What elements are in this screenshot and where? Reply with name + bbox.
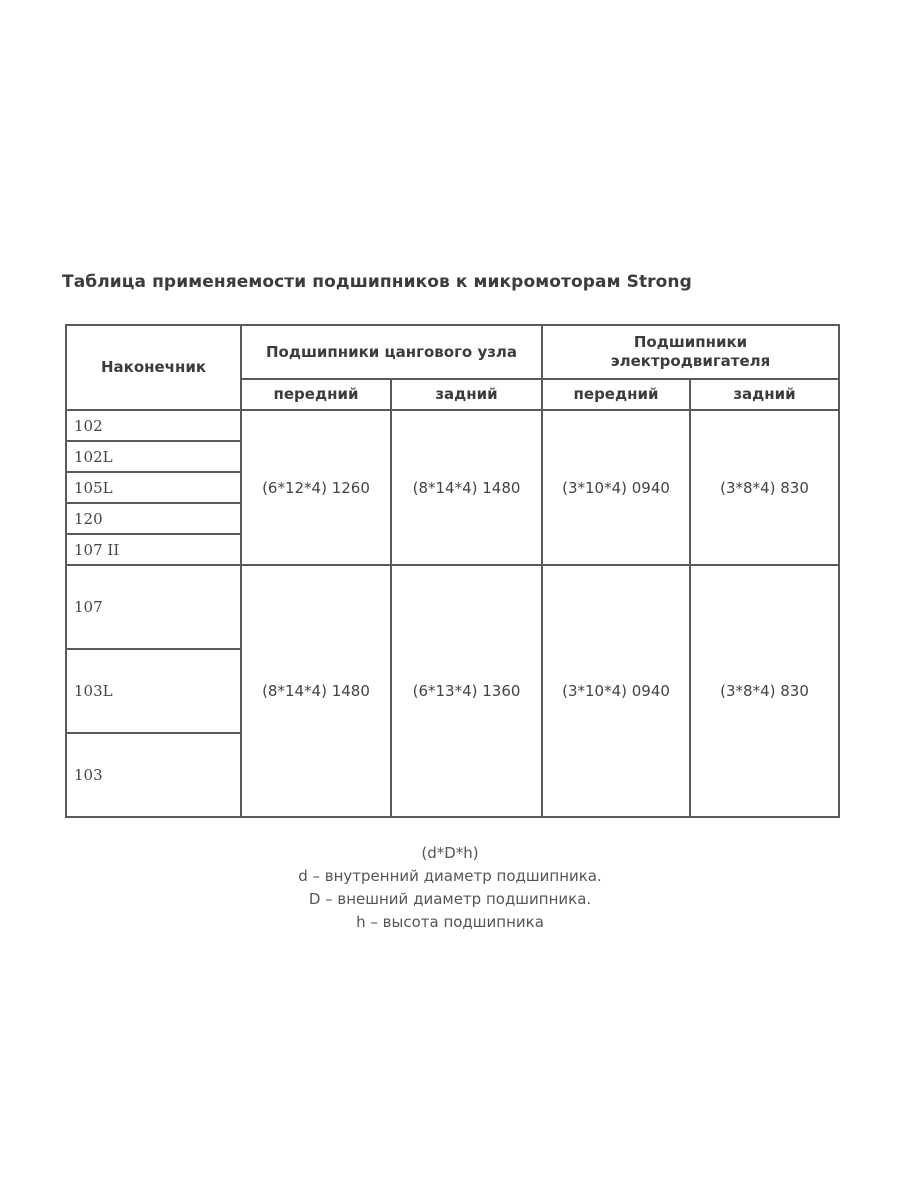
tip-cell: 103 (66, 733, 241, 817)
subheader-motor-front: передний (542, 379, 690, 410)
header-motor-bearings (542, 325, 839, 379)
subheader-motor-rear: задний (690, 379, 839, 410)
bearing-table (65, 324, 840, 818)
legend-inner-diameter: d – внутренний диаметр подшипника. (298, 867, 602, 885)
tip-cell: 103L (66, 649, 241, 733)
tip-cell: 107 (66, 565, 241, 649)
group2-motor-front: (3*10*4) 0940 (542, 565, 690, 817)
page-title: Таблица применяемости подшипников к микромоторам Strong (62, 272, 692, 292)
group1-collet-rear: (8*14*4) 1480 (391, 410, 542, 565)
legend-height: h – высота подшипника (356, 913, 544, 931)
group1-collet-front: (6*12*4) 1260 (241, 410, 391, 565)
subheader-collet-rear: задний (391, 379, 542, 410)
group2-motor-rear: (3*8*4) 830 (690, 565, 839, 817)
group1-motor-rear: (3*8*4) 830 (690, 410, 839, 565)
tip-cell: 102L (66, 441, 241, 472)
group1-motor-front: (3*10*4) 0940 (542, 410, 690, 565)
subheader-collet-front: передний (241, 379, 391, 410)
tip-cell: 102 (66, 410, 241, 441)
legend-formula: (d*D*h) (421, 844, 479, 862)
tip-cell: 107 II (66, 534, 241, 565)
tip-cell: 105L (66, 472, 241, 503)
header-motor-bearings-label: Подшипники электродвигателя (610, 333, 771, 370)
group2-collet-rear: (6*13*4) 1360 (391, 565, 542, 817)
tip-cell: 120 (66, 503, 241, 534)
group2-collet-front: (8*14*4) 1480 (241, 565, 391, 817)
legend-outer-diameter: D – внешний диаметр подшипника. (308, 890, 592, 908)
header-tip: Наконечник (66, 325, 241, 410)
header-collet-bearings: Подшипники цангового узла (241, 325, 542, 379)
legend (0, 842, 900, 934)
